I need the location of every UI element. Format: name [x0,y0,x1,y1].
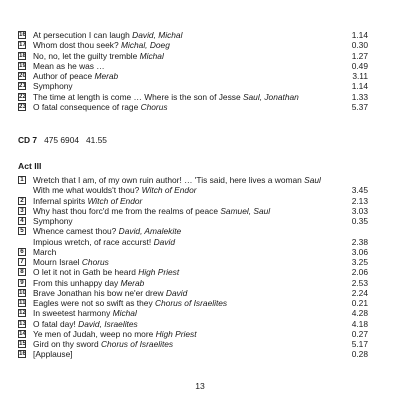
track-performers: Michal [112,308,137,319]
track-duration: 2.06 [351,267,368,278]
track-performers: David, Amalekite [118,226,182,237]
track-duration: 3.11 [352,71,368,81]
track-duration: 5.37 [351,101,368,112]
track-duration: 3.06 [351,246,368,257]
track-performers: Witch of Endor [141,185,197,196]
track-duration: 2.53 [351,277,368,288]
track-duration: 2.13 [351,195,368,206]
track-row [18,226,368,236]
track-number-box: 23 [19,102,26,110]
track-row [18,196,368,206]
track-title: At persecution I can laugh David, Michal [33,30,183,40]
track-performers: High Priest [138,267,180,278]
track-duration: 0.28 [351,349,368,360]
track-title: [Applause] [33,349,73,360]
track-performers: Chorus [81,257,109,267]
track-duration: 0.21 [351,298,368,308]
track-number-box: 2 [18,197,26,205]
track-title: Whence camest thou? David, Amalekite [33,226,182,237]
track-title: Wretch that I am, of my own ruin author! … 'Tis said, here lives a woman Saul [33,175,321,185]
track-title: Whom dost thou seek? Michal, Doeg [33,40,170,51]
track-number-box: 22 [19,92,26,100]
track-number-box: 18 [19,51,26,59]
track-row [18,278,368,288]
track-number-box: 14 [19,329,26,337]
track-title: Gird on thy sword Chorus of Israelites [33,339,174,349]
track-performers: Chorus [140,101,168,112]
track-number-box: 8 [18,268,26,276]
track-title: March [33,246,57,257]
track-title: Author of peace Merab [33,71,119,81]
track-duration: 3.25 [351,257,368,267]
track-title: No, no, let the guilty tremble Michal [33,50,164,61]
track-performers: Michal [139,50,164,61]
track-number-box: 16 [19,31,26,38]
track-performers: David, Israelites [78,318,138,329]
track-row [18,319,368,329]
track-row [18,51,368,61]
track-row [18,267,368,277]
cd-label: CD 7 [18,135,38,145]
track-performers: Chorus of Israelites [154,298,228,308]
track-duration: 1.33 [351,91,368,102]
track-number-box: 1 [18,176,26,184]
track-number-box: 10 [19,288,26,296]
track-number-box: 20 [19,72,26,79]
track-title: Impious wretch, of race accurst! David [33,236,175,247]
track-duration: 2.24 [351,287,368,298]
track-title: Symphony [33,81,73,92]
track-number-box: 3 [18,207,26,215]
track-row [18,81,368,91]
track-row [18,308,368,318]
track-performers: Merab [120,277,145,288]
track-performers: Witch of Endor [87,195,143,206]
track-title: From this unhappy day Merab [33,277,145,288]
track-row [18,30,368,40]
track-duration: 1.14 [351,81,368,92]
track-duration: 5.17 [351,339,368,349]
track-performers: High Priest [155,328,197,339]
track-duration: 1.27 [351,50,368,61]
track-performers: David, Michal [132,30,183,40]
track-list-bottom [18,175,368,360]
track-title: Symphony [33,216,73,226]
track-row [18,71,368,81]
track-title: With me what woulds't thou? Witch of Endor [33,185,197,196]
track-number-box: 11 [19,299,26,306]
track-performers: Saul [304,175,321,185]
track-performers: Samuel, Saul [220,205,271,216]
track-row [18,216,368,226]
cd-header [18,135,107,145]
track-number-box: 16 [19,350,26,358]
track-title: O fatal day! David, Israelites [33,318,138,329]
act-heading: Act III [18,161,42,171]
track-list-top [18,30,368,112]
track-performers: David [153,236,175,247]
track-number-box: 21 [19,82,26,90]
track-duration: 3.03 [351,205,368,216]
track-duration: 4.28 [351,308,368,319]
track-title: The time at length is come … Where is the son of Jesse Saul, Jonathan [33,91,299,102]
track-title: Mourn Israel Chorus [33,257,109,267]
track-row [18,329,368,339]
track-number-box: 12 [19,309,26,317]
track-row [18,247,368,257]
track-duration: 3.45 [351,185,368,196]
track-row [18,339,368,349]
track-title: Eagles were not so swift as they Chorus of Israelites [33,298,228,308]
track-row [18,298,368,308]
cd-catalog-number: 475 6904 [44,135,80,145]
track-duration: 0.35 [351,216,368,226]
track-title: O fatal consequence of rage Chorus [33,101,168,112]
track-duration: 0.30 [351,40,368,51]
track-performers: Michal, Doeg [120,40,170,51]
track-row [18,40,368,50]
track-title: In sweetest harmony Michal [33,308,137,319]
track-number-box: 17 [19,41,26,49]
track-row [18,288,368,298]
track-duration: 2.38 [351,236,368,247]
track-performers: Merab [94,71,119,81]
track-row [18,257,368,267]
track-row [18,175,368,185]
track-performers: David [165,287,188,298]
track-title: Brave Jonathan his bow ne'er drew David [33,287,188,298]
track-duration: 0.49 [351,60,368,71]
track-title: Mean as he was … [33,60,105,71]
track-row-continuation [18,237,368,247]
track-row [18,61,368,71]
track-number-box: 13 [19,319,26,327]
track-number-box: 6 [18,248,26,256]
track-duration: 1.14 [351,30,368,40]
track-title: Ye men of Judah, weep no more High Priest [33,328,197,339]
page-number: 13 [195,381,205,391]
track-title: Why hast thou forc'd me from the realms of peace Samuel, Saul [33,205,271,216]
track-title: O let it not in Gath be heard High Priest [33,267,180,278]
cd-duration: 41.55 [86,135,107,145]
track-row [18,206,368,216]
track-number-box: 9 [18,279,26,287]
track-title: Infernal spirits Witch of Endor [33,195,143,206]
track-performers: Saul, Jonathan [242,91,299,102]
track-duration: 4.18 [351,318,368,329]
track-number-box: 5 [18,227,26,235]
track-performers: Chorus of Israelites [100,339,174,349]
track-number-box: 15 [19,340,26,347]
track-number-box: 7 [18,258,26,266]
track-number-box: 4 [18,217,26,225]
track-row-continuation [18,185,368,195]
track-number-box: 19 [19,61,26,69]
track-row [18,349,368,359]
track-row [18,102,368,112]
track-row [18,92,368,102]
track-duration: 0.27 [351,328,368,339]
